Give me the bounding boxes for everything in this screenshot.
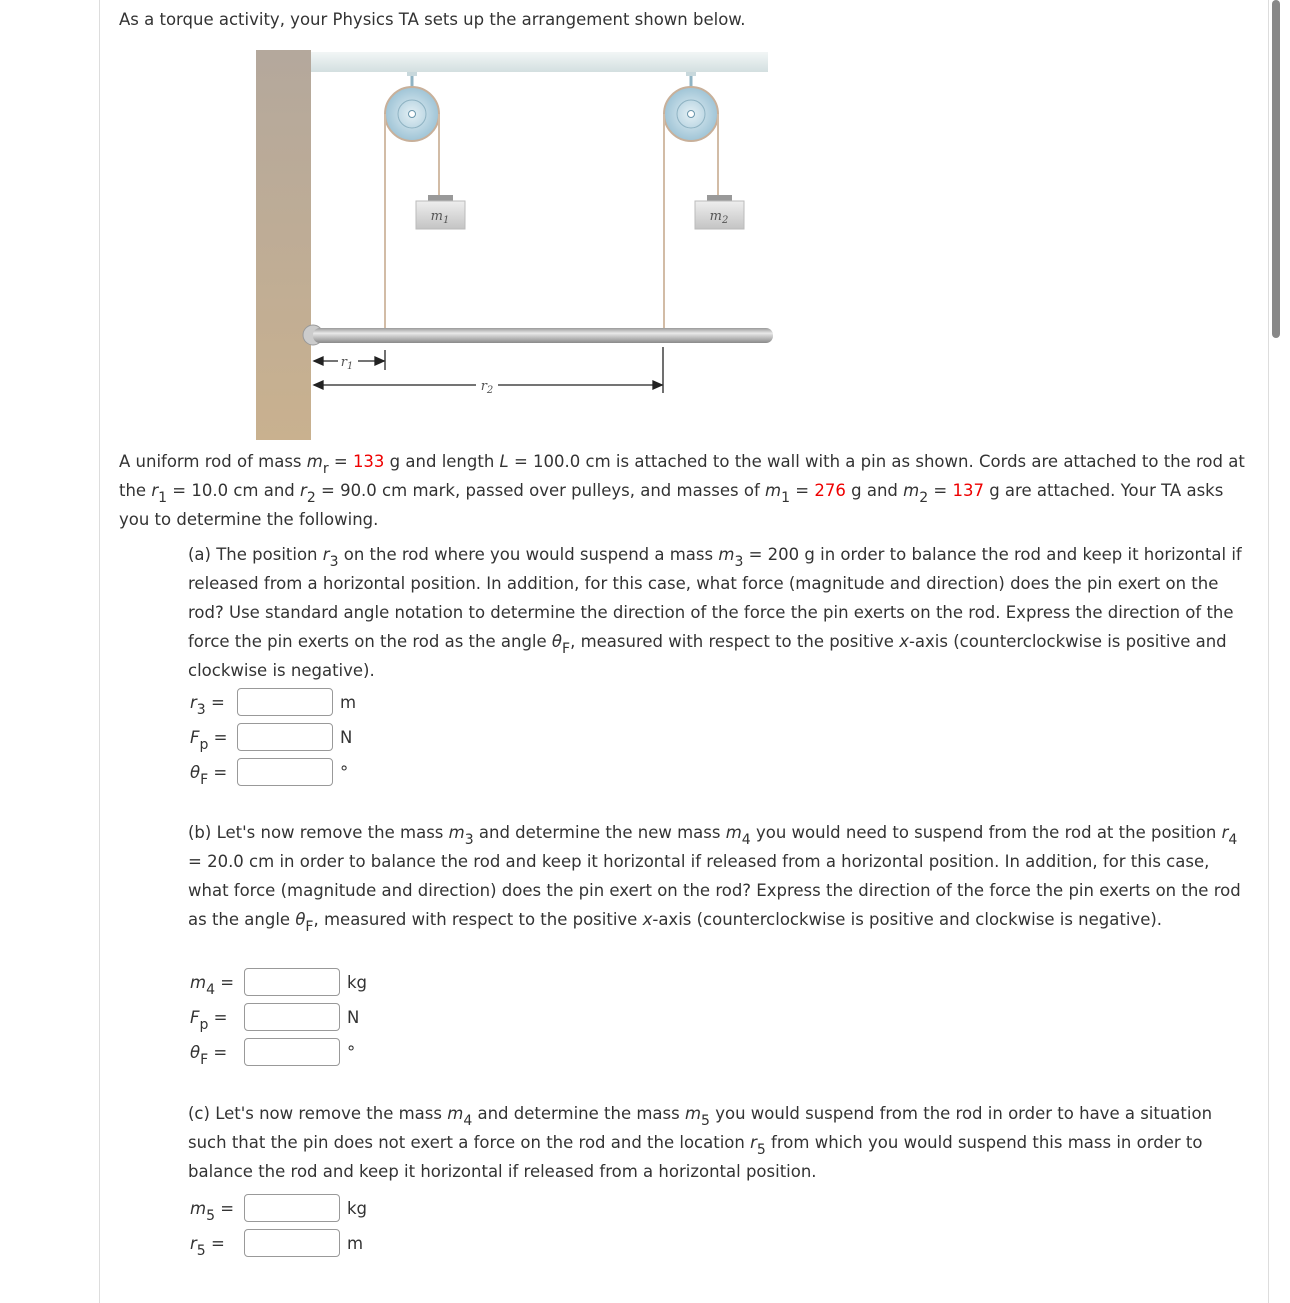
text-run: = — [790, 481, 815, 500]
text-run: (a) The position — [188, 545, 323, 564]
text-run: g are attached. Your TA asks you to determine the following. — [119, 481, 1224, 529]
wall — [256, 50, 311, 440]
answer-label — [190, 692, 237, 718]
text-run: g and length — [384, 452, 500, 471]
answer-input-Fp[interactable] — [244, 1003, 340, 1031]
text-run: -axis (counterclockwise is positive and clockwise is negative). — [652, 910, 1163, 929]
answer-input-Fp[interactable] — [237, 723, 333, 751]
variable: m — [765, 481, 782, 500]
answer-label — [190, 762, 237, 788]
subscript: 5 — [206, 1207, 215, 1224]
answer-row — [190, 686, 356, 718]
torque-diagram — [250, 44, 780, 444]
text-run: = 90.0 cm mark, passed over pulleys, and masses of — [315, 481, 766, 500]
answer-input-m4[interactable] — [244, 968, 340, 996]
text-run: = 10.0 cm and — [167, 481, 301, 500]
text-run: g and — [845, 481, 904, 500]
dimension-r2 — [314, 347, 663, 396]
variable: r — [190, 692, 197, 712]
text-run: A uniform rod of mass — [119, 452, 307, 471]
svg-text:r1: $r_1$ — [340, 355, 354, 372]
unit-label: m — [347, 1233, 364, 1253]
pulley-2 — [664, 72, 718, 141]
part-a-question — [188, 540, 1248, 685]
text-run: you would suspend from the rod in order to have a situation such that the pin does not exert a force on the rod and the location — [188, 1104, 1213, 1152]
answer-row — [190, 1192, 367, 1224]
text-run: = 100.0 cm is attached to the wall with a pin as shown. Cords are attached to the rod at the — [119, 452, 1245, 500]
mass-m1-block — [416, 195, 465, 229]
answer-label — [190, 1007, 244, 1033]
part-c-question — [188, 1099, 1248, 1186]
variable: x — [642, 910, 653, 929]
dimension-r1 — [314, 350, 385, 372]
subscript: F — [562, 641, 571, 658]
svg-text:r2: $r_2$ — [480, 379, 494, 396]
text-run: you would need to suspend from the rod at the position — [750, 823, 1222, 842]
given-value: 276 — [814, 481, 846, 500]
subscript: 4 — [741, 832, 751, 849]
text-run: and determine the mass — [472, 1104, 685, 1123]
answer-row — [190, 1001, 359, 1033]
equals-sign: = — [208, 1042, 228, 1062]
text-run: from which you would suspend this mass in order to balance the rod and keep it horizontal if released from a horizontal position. — [188, 1133, 1203, 1181]
subscript: 4 — [463, 1113, 473, 1130]
subscript: F — [200, 771, 209, 788]
answer-input-r3[interactable] — [237, 688, 333, 716]
given-value: 133 — [352, 452, 385, 471]
variable: x — [899, 632, 909, 651]
equals-sign: = — [205, 1233, 225, 1253]
unit-label: m — [340, 692, 357, 712]
text-run: (b) Let's now remove the mass — [188, 823, 449, 842]
variable: θ — [190, 762, 201, 782]
equals-sign: = — [208, 727, 228, 747]
unit-label: N — [347, 1007, 360, 1027]
text-run: on the rod where you would suspend a mass — [338, 545, 719, 564]
text-run: = 20.0 cm in order to balance the rod and keep it horizontal if released from a horizontal position. In addition, for this case, what force (magnitude and direction) does the pin exert on the rod? Express the direction of the force the pin exerts on the rod as the angle — [188, 852, 1241, 929]
part-b-question — [188, 818, 1248, 934]
equals-sign: = — [208, 762, 228, 782]
subscript: 1 — [781, 490, 791, 507]
intro-text: As a torque activity, your Physics TA sets up the arrangement shown below. — [119, 10, 746, 29]
answer-input-r5[interactable] — [244, 1229, 340, 1257]
scrollbar[interactable] — [1270, 0, 1284, 1303]
problem-statement — [119, 447, 1249, 534]
text-run: , measured with respect to the positive — [313, 910, 643, 929]
variable: r — [750, 1133, 757, 1152]
variable: m — [725, 823, 742, 842]
subscript: 5 — [196, 1242, 206, 1259]
subscript: 2 — [919, 490, 929, 507]
unit-label: ° — [347, 1042, 356, 1062]
unit-label: kg — [347, 1198, 368, 1218]
equals-sign: = — [208, 1007, 228, 1027]
text-run: and determine the new mass — [473, 823, 726, 842]
answer-row — [190, 966, 367, 998]
scrollbar-thumb[interactable] — [1272, 0, 1280, 338]
unit-label: N — [340, 727, 353, 747]
variable: m — [190, 1198, 207, 1218]
variable: m — [448, 823, 465, 842]
subscript: 4 — [206, 981, 215, 998]
given-value: 137 — [952, 481, 984, 500]
subscript: 3 — [734, 554, 744, 571]
svg-text:m1: $m_1$ — [430, 209, 450, 226]
answer-label — [190, 1042, 244, 1068]
text-run: , measured with respect to the positive — [570, 632, 900, 651]
variable: m — [306, 452, 323, 471]
answer-label — [190, 972, 244, 998]
subscript: 4 — [1228, 832, 1238, 849]
variable: F — [190, 727, 200, 747]
text-run: -axis (counterclockwise is positive and clockwise is negative). — [188, 632, 1227, 680]
subscript: 5 — [756, 1142, 766, 1159]
unit-label: kg — [347, 972, 368, 992]
svg-text:m2: $m_2$ — [709, 209, 729, 226]
variable: θ — [190, 1042, 201, 1062]
subscript: F — [200, 1051, 209, 1068]
text-run: = 200 g in order to balance the rod and keep it horizontal if released from a horizontal position. In addition, for this case, what force (magnitude and direction) does the pin exert on the rod? Use standard angle notation to determine the direction of the force the pin exerts on the rod. Express the direction of the force the pin exerts on the rod as the angle — [188, 545, 1242, 651]
variable: F — [190, 1007, 200, 1027]
mass-m2-block — [695, 195, 744, 229]
variable: r — [300, 481, 307, 500]
answer-row — [190, 1036, 355, 1068]
answer-label — [190, 727, 237, 753]
equals-sign: = — [205, 692, 225, 712]
rod — [303, 325, 773, 345]
text-run: (c) Let's now remove the mass — [188, 1104, 448, 1123]
subscript: 3 — [464, 832, 474, 849]
answer-row — [190, 756, 348, 788]
variable: r — [322, 545, 330, 564]
variable: θ — [295, 910, 306, 929]
text-run: = — [328, 452, 353, 471]
equals-sign: = — [215, 972, 235, 992]
pulley-1 — [385, 72, 439, 141]
variable: m — [190, 972, 207, 992]
variable: m — [903, 481, 920, 500]
subscript: 3 — [329, 554, 339, 571]
subscript: p — [199, 736, 209, 753]
unit-label: ° — [340, 762, 349, 782]
subscript: 3 — [196, 701, 206, 718]
variable: m — [684, 1104, 702, 1123]
ceiling-beam — [311, 52, 768, 72]
answer-label — [190, 1233, 244, 1259]
subscript: p — [199, 1016, 209, 1033]
subscript: r — [322, 461, 329, 478]
variable: θ — [551, 632, 563, 651]
answer-row — [190, 1227, 363, 1259]
equals-sign: = — [215, 1198, 235, 1218]
text-run: = — [928, 481, 953, 500]
variable: r — [190, 1233, 197, 1253]
variable: L — [499, 452, 509, 471]
variable: r — [151, 481, 159, 500]
answer-input-thetaF[interactable] — [244, 1038, 340, 1066]
variable: r — [1221, 823, 1229, 842]
variable: m — [718, 545, 735, 564]
variable: m — [447, 1104, 464, 1123]
subscript: 2 — [306, 490, 316, 507]
answer-label — [190, 1198, 244, 1224]
subscript: 1 — [158, 490, 168, 507]
answer-input-m5[interactable] — [244, 1194, 340, 1222]
answer-input-thetaF[interactable] — [237, 758, 333, 786]
subscript: 5 — [701, 1113, 710, 1130]
subscript: F — [305, 919, 314, 936]
answer-row — [190, 721, 352, 753]
